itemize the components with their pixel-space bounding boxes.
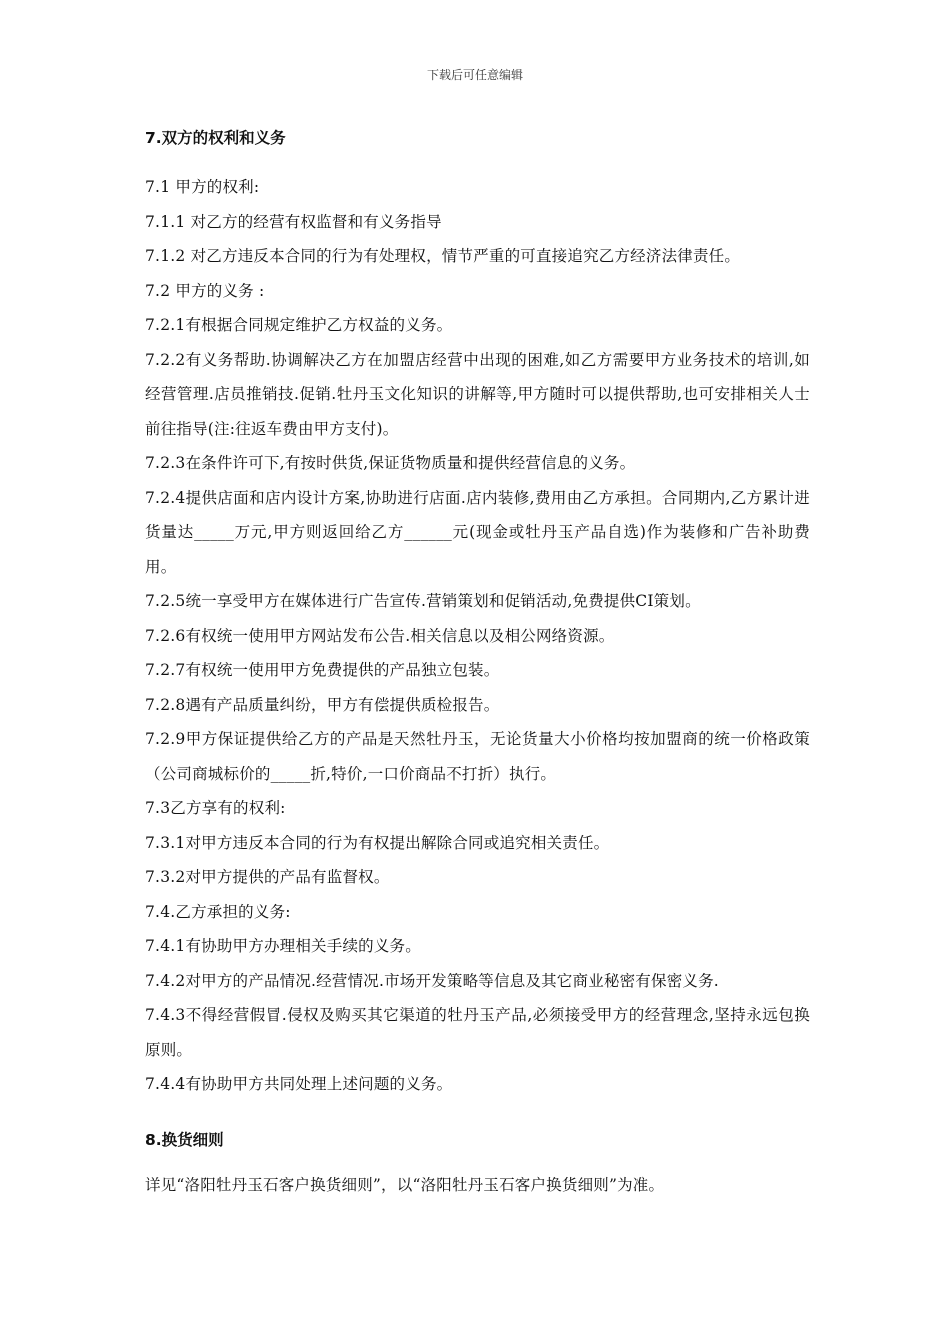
section-7-body	[145, 170, 810, 1102]
paragraph: 7.2.5统一享受甲方在媒体进行广告宣传.营销策划和促销活动,免费提供CI策划。	[145, 592, 701, 610]
paragraph: 7.2.9甲方保证提供给乙方的产品是天然牡丹玉，无论货量大小价格均按加盟商的统一价格政策（公司商城标价的_____折,特价,一口价商品不打折）执行。	[145, 730, 810, 783]
paragraph: 7.2.2有义务帮助.协调解决乙方在加盟店经营中出现的困难,如乙方需要甲方业务技术的培训,如经营管理.店员推销技.促销.牡丹玉文化知识的讲解等,甲方随时可以提供帮助,也可安排相关人士前往指导(注:往返车费由甲方支付)。	[145, 350, 810, 438]
paragraph: 7.4.3不得经营假冒.侵权及购买其它渠道的牡丹玉产品,必须接受甲方的经营理念,坚持永远包换原则。	[145, 1006, 810, 1059]
section-heading-7: 7.双方的权利和义务	[145, 129, 286, 147]
section-8-body	[145, 1168, 810, 1203]
paragraph: 7.3.1对甲方违反本合同的行为有权提出解除合同或追究相关责任。	[145, 833, 610, 852]
paragraph: 7.1 甲方的权利:	[145, 178, 260, 196]
paragraph: 7.3.2对甲方提供的产品有监督权。	[145, 868, 390, 886]
paragraph: 7.4.4有协助甲方共同处理上述问题的义务。	[145, 1075, 453, 1093]
section-heading-8: 8.换货细则	[145, 1130, 224, 1149]
paragraph: 7.2.4提供店面和店内设计方案,协助进行店面.店内装修,费用由乙方承担。合同期内,乙方累计进货量达_____万元,甲方则返回给乙方______元(现金或牡丹玉产品自选)作为装修和广告补助费用。	[145, 488, 810, 576]
paragraph: 7.2.1有根据合同规定维护乙方权益的义务。	[145, 316, 453, 334]
paragraph: 7.4.乙方承担的义务:	[145, 902, 291, 921]
document-body	[145, 126, 810, 1202]
paragraph: 7.1.1 对乙方的经营有权监督和有义务指导	[145, 212, 442, 231]
page-header: 下载后可任意编辑	[426, 68, 523, 82]
paragraph: 7.2.8遇有产品质量纠纷，甲方有偿提供质检报告。	[145, 695, 500, 714]
paragraph: 7.2 甲方的义务 :	[145, 281, 265, 300]
paragraph: 详见“洛阳牡丹玉石客户换货细则”，以“洛阳牡丹玉石客户换货细则”为准。	[145, 1175, 665, 1194]
paragraph: 7.4.1有协助甲方办理相关手续的义务。	[145, 937, 421, 955]
paragraph: 7.2.7有权统一使用甲方免费提供的产品独立包装。	[145, 661, 500, 679]
paragraph: 7.4.2对甲方的产品情况.经营情况.市场开发策略等信息及其它商业秘密有保密义务.	[145, 971, 719, 990]
paragraph: 7.2.6有权统一使用甲方网站发布公告.相关信息以及相公网络资源。	[145, 626, 615, 645]
paragraph: 7.2.3在条件许可下,有按时供货,保证货物质量和提供经营信息的义务。	[145, 454, 636, 472]
paragraph: 7.3乙方享有的权利:	[145, 799, 286, 817]
paragraph: 7.1.2 对乙方违反本合同的行为有处理权，情节严重的可直接追究乙方经济法律责任。	[145, 247, 741, 265]
